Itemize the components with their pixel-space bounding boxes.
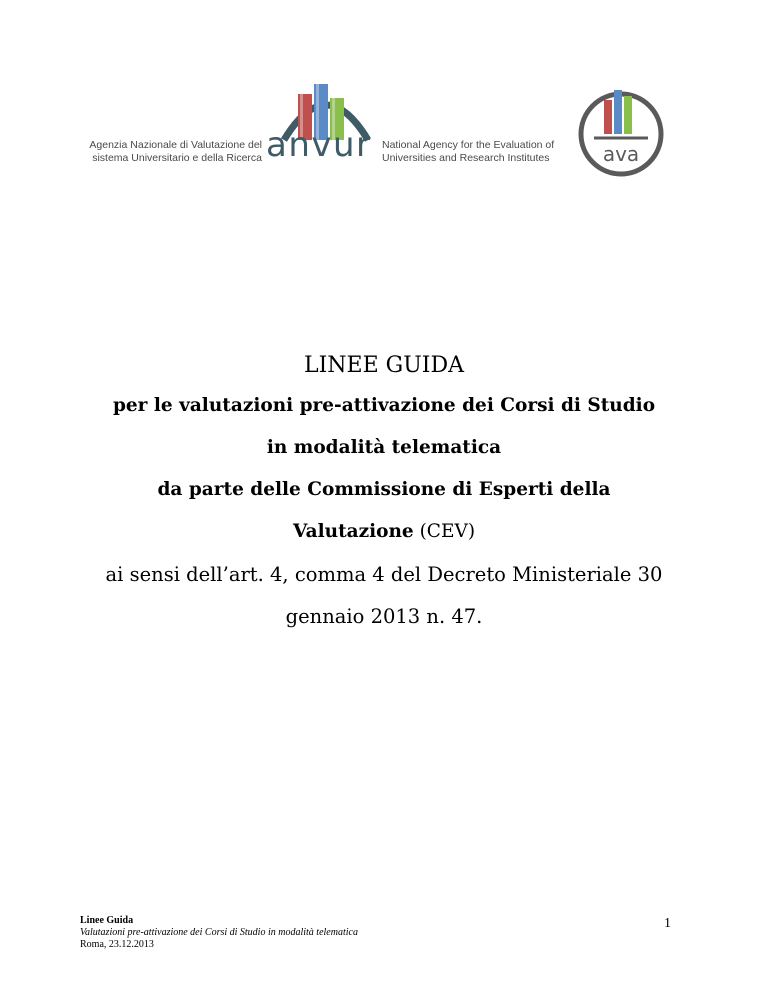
- anvur-wordmark: anvur: [266, 125, 372, 165]
- title-line-6: gennaio 2013 n. 47.: [285, 605, 483, 628]
- title-line-1: per le valutazioni pre-attivazione dei Corsi di Studio: [112, 395, 656, 416]
- document-title-block: [0, 352, 768, 646]
- ava-logo-icon: [576, 86, 666, 178]
- document-title: LINEE GUIDA: [304, 353, 464, 378]
- title-line-3: da parte delle Commissione di Esperti della: [157, 479, 611, 500]
- anvur-italian-name: Agenzia Nazionale di Valutazione del sistema Universitario e della Ricerca: [89, 139, 262, 164]
- title-line-5: ai sensi dell’art. 4, comma 4 del Decreto Ministeriale 30: [105, 563, 663, 586]
- title-line-2: in modalità telematica: [266, 437, 502, 458]
- footer-subtitle: Valutazioni pre-attivazione dei Corsi di Studio in modalità telematica: [80, 927, 358, 938]
- ava-wordmark: ava: [602, 142, 640, 166]
- footer-title: Linee Guida: [80, 915, 134, 926]
- title-line-4: Valutazione (CEV): [292, 521, 476, 542]
- page-number: 1: [664, 916, 671, 931]
- page-footer: [80, 915, 358, 951]
- anvur-english-name: National Agency for the Evaluation of Universities and Research Institutes: [382, 139, 555, 164]
- footer-place-date: Roma, 23.12.2013: [80, 939, 154, 950]
- header-logos: [0, 0, 768, 200]
